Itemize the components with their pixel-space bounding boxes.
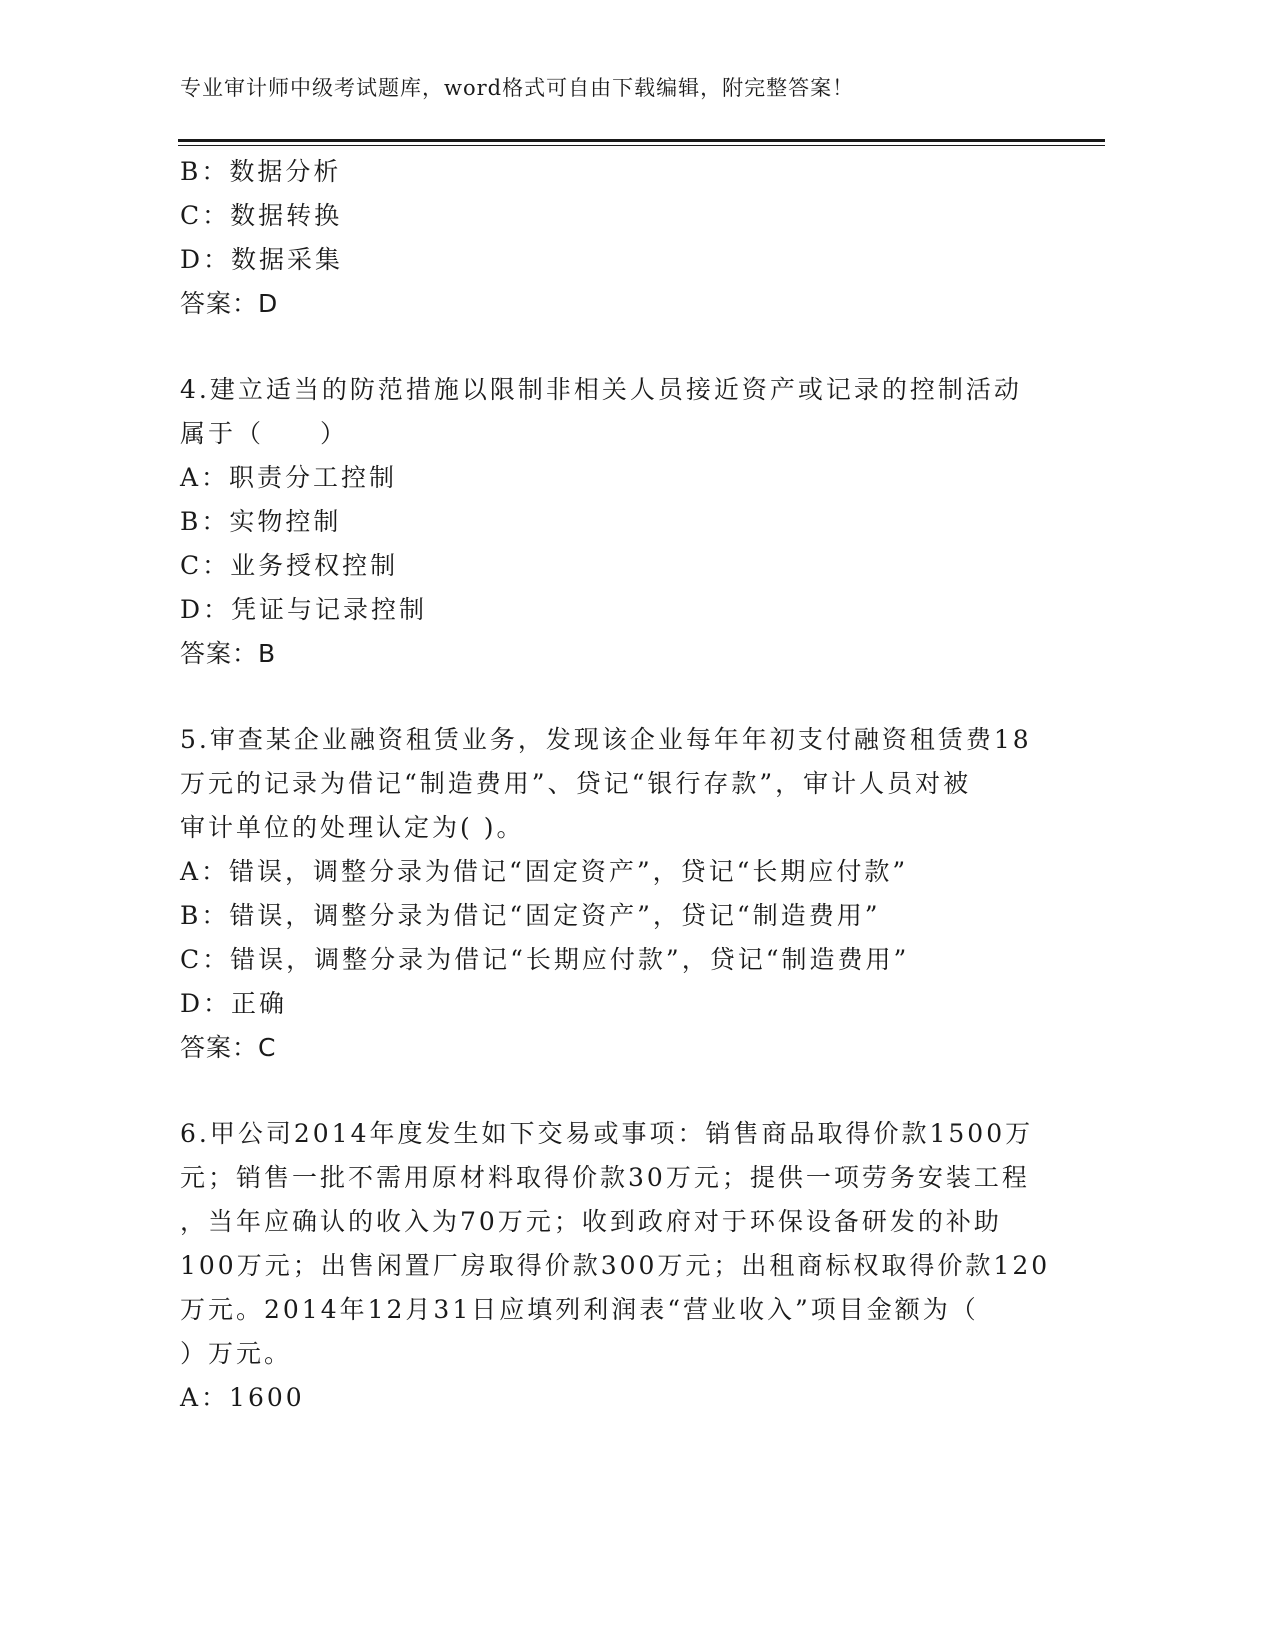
question-stem xyxy=(180,368,1060,456)
stem-line: 5.审查某企业融资租赁业务，发现该企业每年年初支付融资租赁费18 xyxy=(180,725,1032,754)
stem-line: 元；销售一批不需用原材料取得价款30万元；提供一项劳务安装工程 xyxy=(180,1163,1030,1192)
stem-line: ，当年应确认的收入为70万元；收到政府对于环保设备研发的补助 xyxy=(180,1207,1002,1236)
stem-line: 万元。2014年12月31日应填列利润表“营业收入”项目金额为（ xyxy=(180,1295,979,1324)
option-d: D：正确 xyxy=(180,989,288,1018)
spacer xyxy=(180,326,1060,368)
option-c: C：业务授权控制 xyxy=(180,551,399,580)
stem-line: 审计单位的处理认定为( )。 xyxy=(180,813,525,842)
question-stem xyxy=(180,1112,1060,1376)
spacer xyxy=(180,676,1060,718)
question-stem xyxy=(180,718,1060,850)
option-d: D：数据采集 xyxy=(180,245,344,274)
answer-line: 答案：D xyxy=(180,289,279,318)
option-a: A：错误，调整分录为借记“固定资产”，贷记“长期应付款” xyxy=(180,857,909,886)
option-b: B：实物控制 xyxy=(180,507,342,536)
option-b: B：错误，调整分录为借记“固定资产”，贷记“制造费用” xyxy=(180,901,881,930)
stem-line: 属于（ ） xyxy=(180,419,349,448)
question-5 xyxy=(180,718,1060,1070)
option-a: A：职责分工控制 xyxy=(180,463,398,492)
question-4 xyxy=(180,368,1060,676)
answer-line: 答案：C xyxy=(180,1033,277,1062)
option-c: C：数据转换 xyxy=(180,201,343,230)
option-b: B：数据分析 xyxy=(180,157,342,186)
stem-line: ）万元。 xyxy=(180,1339,293,1368)
option-d: D：凭证与记录控制 xyxy=(180,595,428,624)
spacer xyxy=(180,1070,1060,1112)
question-3-tail xyxy=(180,150,1060,326)
stem-line: 4.建立适当的防范措施以限制非相关人员接近资产或记录的控制活动 xyxy=(180,375,1022,404)
option-c: C：错误，调整分录为借记“长期应付款”，贷记“制造费用” xyxy=(180,945,910,974)
stem-line: 100万元；出售闲置厂房取得价款300万元；出租商标权取得价款120 xyxy=(180,1251,1051,1280)
option-a: A：1600 xyxy=(180,1383,305,1412)
answer-line: 答案：B xyxy=(180,639,277,668)
header-note: 专业审计师中级考试题库，word格式可自由下载编辑，附完整答案！ xyxy=(180,76,855,100)
question-6 xyxy=(180,1112,1060,1420)
header-rule-thin xyxy=(178,145,1105,146)
question-list xyxy=(180,150,1060,1420)
stem-line: 万元的记录为借记“制造费用”、贷记“银行存款”，审计人员对被 xyxy=(180,769,972,798)
stem-line: 6.甲公司2014年度发生如下交易或事项：销售商品取得价款1500万 xyxy=(180,1119,1034,1148)
header-rule xyxy=(178,139,1105,142)
